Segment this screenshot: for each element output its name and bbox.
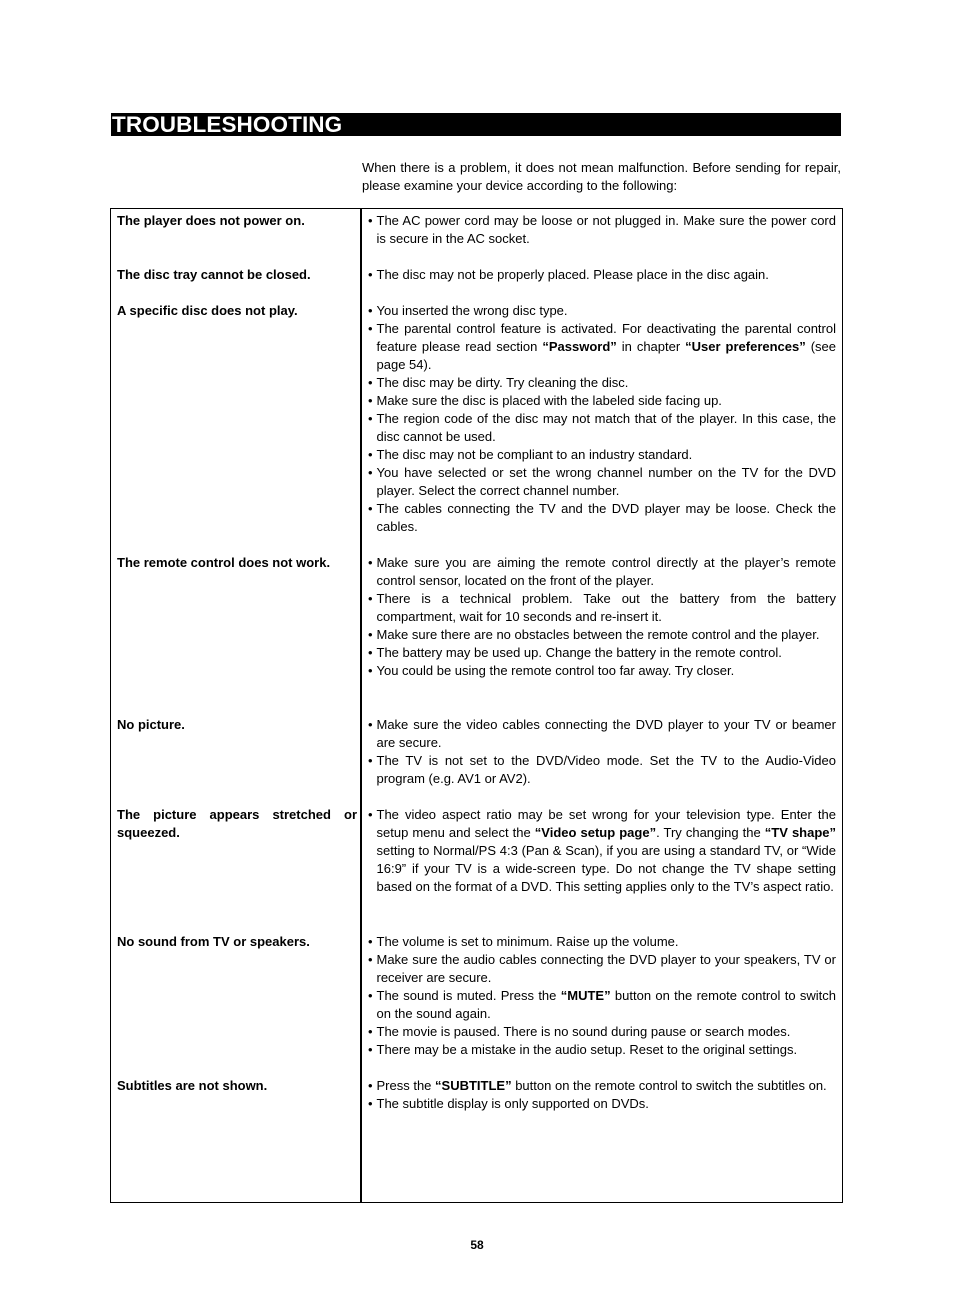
emphasis-text: “MUTE” <box>560 988 611 1003</box>
solution-item <box>368 752 836 788</box>
solution-item <box>368 662 836 680</box>
bullet-marker: • <box>368 627 373 642</box>
solution-text: There is a technical problem. Take out the battery from the battery compartment, wait for 10 seconds and re-insert it. <box>376 591 836 624</box>
emphasis-text: “Password” <box>542 339 617 354</box>
bullet-marker: • <box>368 717 373 732</box>
solution-list <box>368 716 836 788</box>
solution-text: The disc may be dirty. Try cleaning the disc. <box>376 375 629 390</box>
problem-label: The player does not power on. <box>117 213 305 228</box>
bullet-marker: • <box>368 393 373 408</box>
solution-item <box>368 320 836 374</box>
problem-label: The remote control does not work. <box>117 555 331 570</box>
bullet-marker: • <box>368 555 373 570</box>
solution-item <box>368 644 836 662</box>
solution-text: There may be a mistake in the audio setup. Reset to the original settings. <box>376 1042 798 1057</box>
solution-text: The battery may be used up. Change the battery in the remote control. <box>376 645 782 660</box>
bullet-marker: • <box>368 807 373 822</box>
solution-text: You inserted the wrong disc type. <box>376 303 568 318</box>
solution-item <box>368 500 836 536</box>
column-divider <box>360 208 362 1203</box>
solution-text: Make sure you are aiming the remote control directly at the player’s remote control sensor, located on the front of the player. <box>376 555 836 588</box>
solution-text: The region code of the disc may not match that of the player. In this case, the disc cannot be used. <box>376 411 836 444</box>
emphasis-text: “SUBTITLE” <box>435 1078 512 1093</box>
title-bar <box>111 113 841 136</box>
bullet-marker: • <box>368 1024 373 1039</box>
solution-list <box>368 933 836 1059</box>
bullet-marker: • <box>368 645 373 660</box>
solution-text: The video aspect ratio may be set wrong for your television type. Enter the setup menu and select the <box>376 807 836 840</box>
solution-text: in chapter <box>616 339 686 354</box>
problem-label: Subtitles are not shown. <box>117 1078 268 1093</box>
bullet-marker: • <box>368 267 373 282</box>
solution-text: (see page 54). <box>376 339 837 372</box>
bullet-marker: • <box>368 988 373 1003</box>
bullet-marker: • <box>368 213 373 228</box>
problem-label: No sound from TV or speakers. <box>117 934 310 949</box>
solution-item <box>368 410 836 446</box>
solution-text: Make sure the video cables connecting the DVD player to your TV or beamer are secure. <box>376 717 836 750</box>
solution-item <box>368 626 836 644</box>
solution-text: Make sure there are no obstacles between the remote control and the player. <box>376 627 820 642</box>
solution-item <box>368 987 836 1023</box>
solution-text: button on the remote control to switch on the sound again. <box>376 988 836 1021</box>
solution-text: setting to Normal/PS 4:3 (Pan & Scan), if you are using a standard TV, or “Wide 16:9” if your TV is a wide-screen type. Do not change the TV shape setting based on the format of a DVD. This setting applies only to the TV’s aspect ratio. <box>376 843 836 894</box>
solution-item <box>368 1023 836 1041</box>
solution-item <box>368 806 836 896</box>
bullet-marker: • <box>368 501 373 516</box>
solution-item <box>368 1077 836 1095</box>
solution-text: The disc may not be properly placed. Please place in the disc again. <box>376 267 769 282</box>
emphasis-text: “Video setup page” <box>534 825 657 840</box>
solution-item <box>368 446 836 464</box>
bullet-marker: • <box>368 952 373 967</box>
solution-list <box>368 266 836 284</box>
solution-text: The TV is not set to the DVD/Video mode. Set the TV to the Audio-Video program (e.g. AV1 or AV2). <box>376 753 836 786</box>
solution-text: The AC power cord may be loose or not plugged in. Make sure the power cord is secure in the AC socket. <box>376 213 836 246</box>
problem-label: The picture appears stretched or squeezed. <box>117 807 357 840</box>
solution-text: The parental control feature is activated. For deactivating the parental control feature please read section <box>376 321 836 354</box>
solution-item <box>368 374 836 392</box>
bullet-marker: • <box>368 663 373 678</box>
solution-text: You could be using the remote control too far away. Try closer. <box>376 663 735 678</box>
bullet-marker: • <box>368 1096 373 1111</box>
bullet-marker: • <box>368 465 373 480</box>
bullet-marker: • <box>368 447 373 462</box>
emphasis-text: “User preferences” <box>685 339 806 354</box>
bullet-marker: • <box>368 375 373 390</box>
page-number: 58 <box>470 1238 484 1252</box>
bullet-marker: • <box>368 1042 373 1057</box>
bullet-marker: • <box>368 934 373 949</box>
solution-text: The movie is paused. There is no sound during pause or search modes. <box>376 1024 791 1039</box>
solution-item <box>368 554 836 590</box>
solution-text: Make sure the disc is placed with the labeled side facing up. <box>376 393 722 408</box>
solution-text: The cables connecting the TV and the DVD player may be loose. Check the cables. <box>376 501 836 534</box>
problem-label: The disc tray cannot be closed. <box>117 267 311 282</box>
solution-text: . Try changing the <box>656 825 765 840</box>
solution-text: The subtitle display is only supported on DVDs. <box>376 1096 649 1111</box>
solution-text: The sound is muted. Press the <box>376 988 561 1003</box>
bullet-marker: • <box>368 321 373 336</box>
solution-item <box>368 933 836 951</box>
bullet-marker: • <box>368 753 373 768</box>
solution-item <box>368 1095 836 1113</box>
emphasis-text: “TV shape” <box>764 825 837 840</box>
solution-item <box>368 212 836 248</box>
solution-list <box>368 212 836 248</box>
solution-item <box>368 302 836 320</box>
bullet-marker: • <box>368 591 373 606</box>
solution-text: Make sure the audio cables connecting the DVD player to your speakers, TV or receiver are secure. <box>376 952 836 985</box>
solution-text: You have selected or set the wrong channel number on the TV for the DVD player. Select the correct channel number. <box>376 465 836 498</box>
solution-item <box>368 590 836 626</box>
problem-label: A specific disc does not play. <box>117 303 298 318</box>
solution-item <box>368 392 836 410</box>
solution-item <box>368 464 836 500</box>
solution-list <box>368 1077 836 1113</box>
solution-list <box>368 806 836 896</box>
solution-text: Press the <box>376 1078 436 1093</box>
solution-item <box>368 266 836 284</box>
solution-item <box>368 951 836 987</box>
solution-text: The volume is set to minimum. Raise up the volume. <box>376 934 679 949</box>
bullet-marker: • <box>368 411 373 426</box>
solution-list <box>368 554 836 680</box>
solution-text: button on the remote control to switch the subtitles on. <box>511 1078 827 1093</box>
solution-list <box>368 302 836 536</box>
intro-text: When there is a problem, it does not mean malfunction. Before sending for repair, please examine your device according to the following: <box>362 160 841 193</box>
bullet-marker: • <box>368 303 373 318</box>
solution-item <box>368 716 836 752</box>
solution-item <box>368 1041 836 1059</box>
solution-text: The disc may not be compliant to an industry standard. <box>376 447 693 462</box>
troubleshooting-table <box>110 208 843 1203</box>
problem-label: No picture. <box>117 717 185 732</box>
page-title: TROUBLESHOOTING <box>112 112 343 137</box>
bullet-marker: • <box>368 1078 373 1093</box>
